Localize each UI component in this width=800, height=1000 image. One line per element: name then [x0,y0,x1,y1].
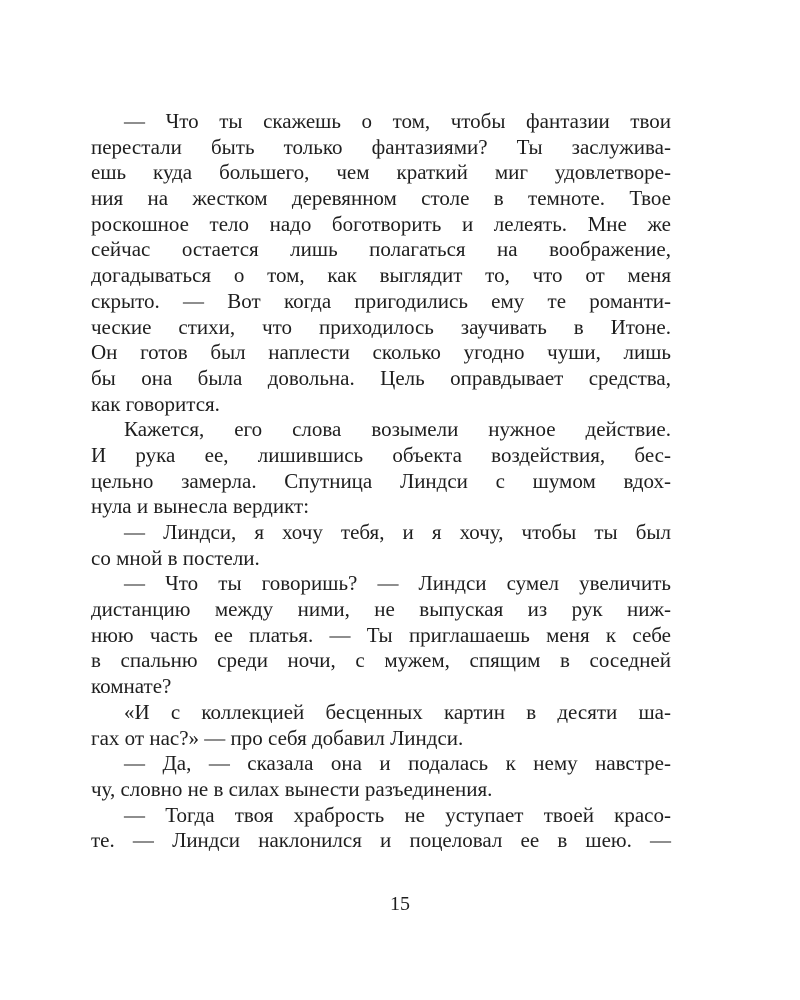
text-line: нула и вынесла вердикт: [91,494,310,519]
text-line: роскошное тело надо боготворить и лелеять. Мне же [91,211,671,236]
text-line: цельно замерла. Спутница Линдси с шумом вдох- [91,468,671,493]
text-line: перестали быть только фантазиями? Ты заслужива- [91,134,671,159]
text-line: чу, словно не в силах вынести разъединения. [91,776,493,801]
text-line: — Что ты скажешь о том, чтобы фантазии твои [124,109,671,133]
text-line: сейчас остается лишь полагаться на воображение, [91,237,671,262]
text-line: догадываться о том, как выглядит то, что от меня [91,263,671,288]
text-line: Он готов был наплести сколько угодно чуши, лишь [91,340,671,365]
text-line: те. — Линдси наклонился и поцеловал ее в шею. — [91,828,671,853]
text-line: И рука ее, лишившись объекта воздействия, бес- [91,442,671,467]
text-line: бы она была довольна. Цель оправдывает средства, [91,365,671,390]
text-line: со мной в постели. [91,545,260,570]
text-line: — Да, — сказала она и подалась к нему навстре- [124,751,671,776]
text-line: как говорится. [91,391,220,416]
text-line: комнате? [91,674,172,699]
text-line: — Тогда твоя храбрость не уступает твоей красо- [124,802,671,827]
body-text [91,109,671,854]
page-number: 15 [390,893,410,915]
text-line: гах от нас?» — про себя добавил Линдси. [91,725,464,750]
text-line: «И с коллекцией бесценных картин в десяти ша- [124,699,671,724]
text-line: — Линдси, я хочу тебя, и я хочу, чтобы ты был [124,520,671,544]
text-line: ния на жестком деревянном столе в темноте. Твое [91,186,671,211]
text-line: дистанцию между ними, не выпуская из рук ниж- [91,597,671,622]
text-line: ческие стихи, что приходилось заучивать в Итоне. [91,314,671,339]
text-line: скрыто. — Вот когда пригодились ему те романти- [91,288,671,313]
text-line: ешь куда большего, чем краткий миг удовлетворе- [91,160,671,185]
text-line: Кажется, его слова возымели нужное действие. [124,417,671,442]
text-line: в спальню среди ночи, с мужем, спящим в соседней [91,648,671,673]
text-line: нюю часть ее платья. — Ты приглашаешь меня к себе [91,622,671,647]
text-line: — Что ты говоришь? — Линдси сумел увеличить [124,571,671,596]
